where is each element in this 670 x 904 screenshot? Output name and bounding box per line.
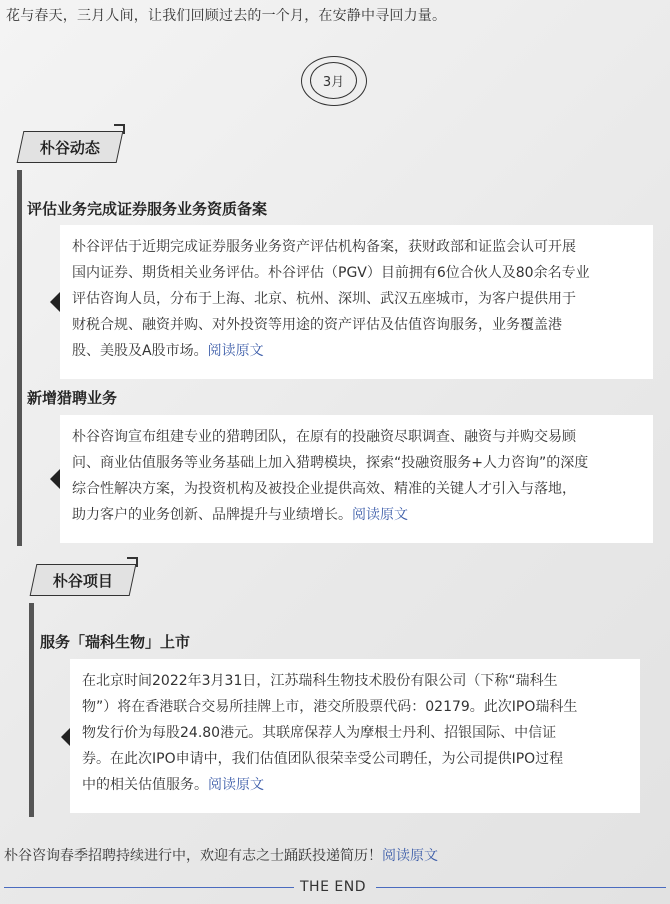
end-divider-left [4, 887, 294, 888]
footer-message: 朴谷咨询春季招聘持续进行中，欢迎有志之士踊跃投递简历！ [4, 848, 382, 864]
card-line: 朴谷评估于近期完成证券服务业务资产评估机构备案，获财政部和证监会认可开展 [72, 239, 576, 255]
read-more-link[interactable]: 阅读原文 [207, 343, 264, 359]
card-line: 物”）将在香港联合交易所挂牌上市，港交所股票代码：02179。此次IPO瑞科生 [82, 699, 578, 715]
card-line: 券。在此次IPO申请中，我们估值团队很荣幸受公司聘任，为公司提供IPO过程 [82, 751, 564, 767]
card-line-text: 中的相关估值服务。 [82, 777, 208, 793]
card-line: 朴谷咨询宣布组建专业的猎聘团队，在原有的投融资尽职调查、融资与并购交易顾 [72, 429, 576, 445]
pointer-icon [50, 292, 60, 312]
item-title: 评估业务完成证券服务业务资质备案 [27, 200, 268, 218]
card-line: 财税合规、融资并购、对外投资等用途的资产评估及估值咨询服务，业务覆盖港 [72, 317, 562, 333]
item-card [60, 225, 653, 379]
item-title: 新增猎聘业务 [27, 389, 118, 407]
section-bar [29, 603, 34, 817]
section-bar [17, 170, 22, 546]
end-divider-right [376, 887, 666, 888]
card-line: 评估咨询人员，分布于上海、北京、杭州、深圳、武汉五座城市，为客户提供用于 [72, 291, 576, 307]
footer-read-more-link[interactable]: 阅读原文 [382, 848, 438, 864]
card-line: 在北京时间2022年3月31日，江苏瑞科生物技术股份有限公司（下称“瑞科生 [82, 673, 558, 689]
item-card [60, 415, 653, 543]
section-title: 朴谷项目 [52, 571, 113, 590]
the-end-label: THE END [300, 879, 366, 895]
pointer-icon [50, 469, 60, 489]
card-line: 综合性解决方案，为投资机构及被投企业提供高效、精准的关键人才引入与落地， [72, 481, 576, 497]
section-tag-news [17, 131, 124, 163]
item-card [70, 659, 640, 813]
card-line-last [82, 772, 628, 798]
card-line: 物发行价为每股24.80港元。其联席保荐人为摩根士丹利、招银国际、中信证 [82, 725, 557, 741]
intro-text: 花与春天，三月人间，让我们回顾过去的一个月，在安静中寻回力量。 [6, 8, 447, 24]
section-title: 朴谷动态 [39, 138, 100, 157]
read-more-link[interactable]: 阅读原文 [352, 507, 408, 523]
read-more-link[interactable]: 阅读原文 [208, 777, 264, 793]
card-line-text: 股、美股及A股市场。 [72, 343, 208, 359]
item-title: 服务「瑞科生物」上市 [40, 633, 191, 651]
footer-text [4, 845, 438, 865]
month-badge [301, 56, 367, 106]
corner-decoration [127, 557, 141, 571]
card-line: 国内证券、期货相关业务评估。朴谷评估（PGV）目前拥有6位合伙人及80余名专业 [72, 265, 590, 281]
section-tag-projects [30, 564, 137, 596]
card-line-text: 助力客户的业务创新、品牌提升与业绩增长。 [72, 507, 352, 523]
card-line: 问、商业估值服务等业务基础上加入猎聘模块，探索“投融资服务+人力咨询”的深度 [72, 455, 589, 471]
corner-decoration [114, 124, 128, 138]
card-line-last [72, 502, 641, 528]
month-badge-label: 3月 [310, 62, 357, 99]
card-line-last [72, 338, 641, 364]
